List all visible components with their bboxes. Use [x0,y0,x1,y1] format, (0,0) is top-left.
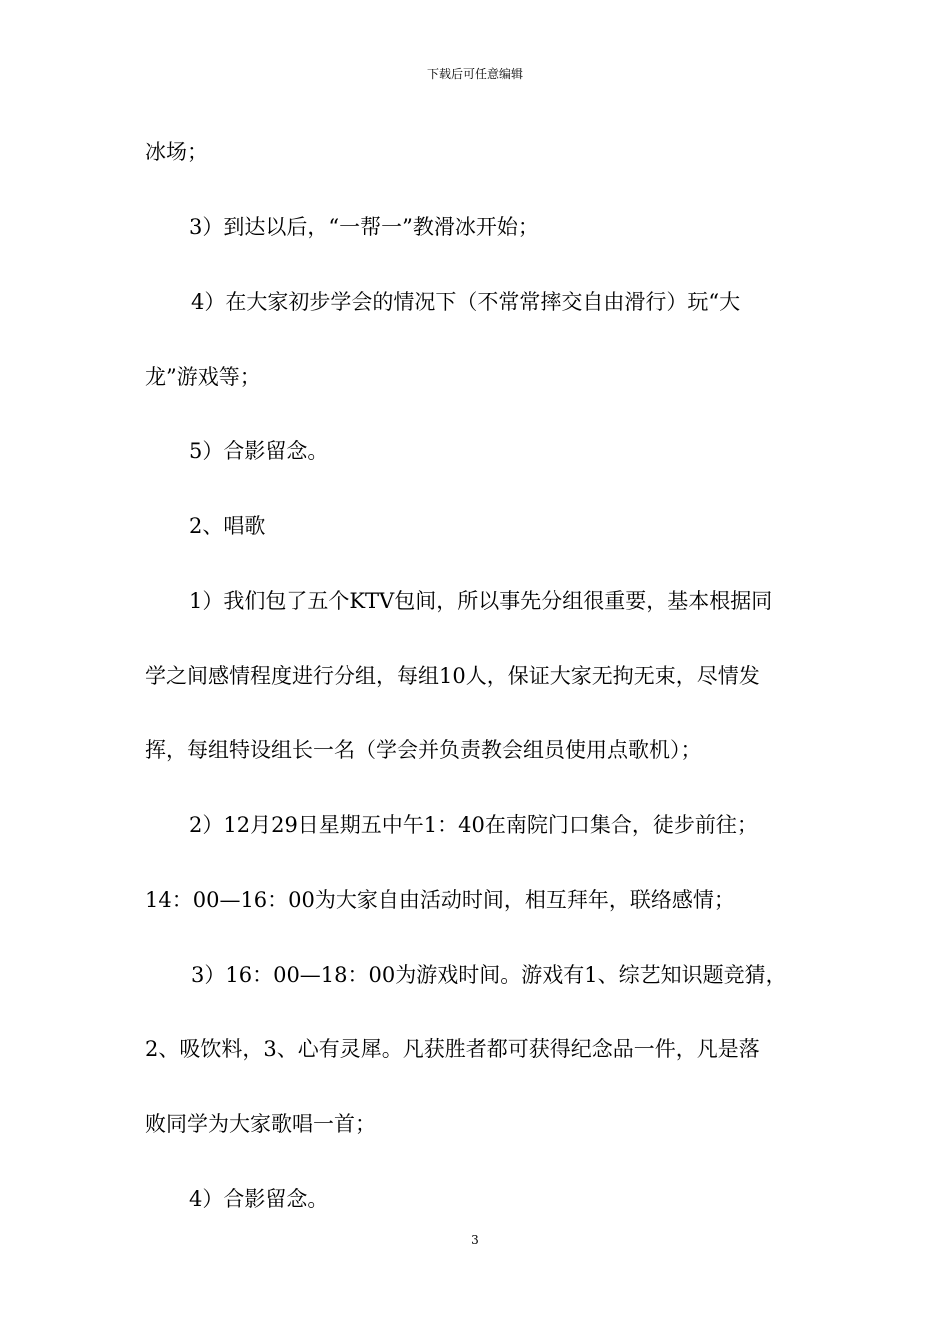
text-line: 4）在大家初步学会的情况下（不常常摔交自由滑行）玩“大 [191,290,741,314]
text-line: 2、唱歌 [189,514,266,538]
text-line: 4）合影留念。 [189,1187,329,1211]
text-line: 14：00—16：00为大家自由活动时间，相互拜年，联络感情； [145,888,735,912]
page-number: 3 [471,1233,479,1247]
page-header: 下载后可任意编辑 [426,67,523,81]
text-line: 冰场； [145,140,208,164]
text-line: 2、吸饮料，3、心有灵犀。凡获胜者都可获得纪念品一件，凡是落 [145,1037,760,1061]
text-line: 挥，每组特设组长一名（学会并负责教会组员使用点歌机）； [145,738,702,762]
text-line: 2）12月29日星期五中午1：40在南院门口集合，徒步前往； [189,813,758,837]
text-line: 学之间感情程度进行分组，每组10人，保证大家无拘无束，尽情发 [145,664,760,688]
text-line: 1）我们包了五个KTV包间，所以事先分组很重要，基本根据同 [189,589,773,613]
text-line: 5）合影留念。 [189,439,329,463]
text-line: 3）16：00—18：00为游戏时间。游戏有1、综艺知识题竞猜， [191,963,787,987]
text-line: 败同学为大家歌唱一首； [145,1112,376,1136]
text-line: 3）到达以后，“一帮一”教滑冰开始； [189,215,539,239]
text-line: 龙”游戏等； [145,365,261,389]
